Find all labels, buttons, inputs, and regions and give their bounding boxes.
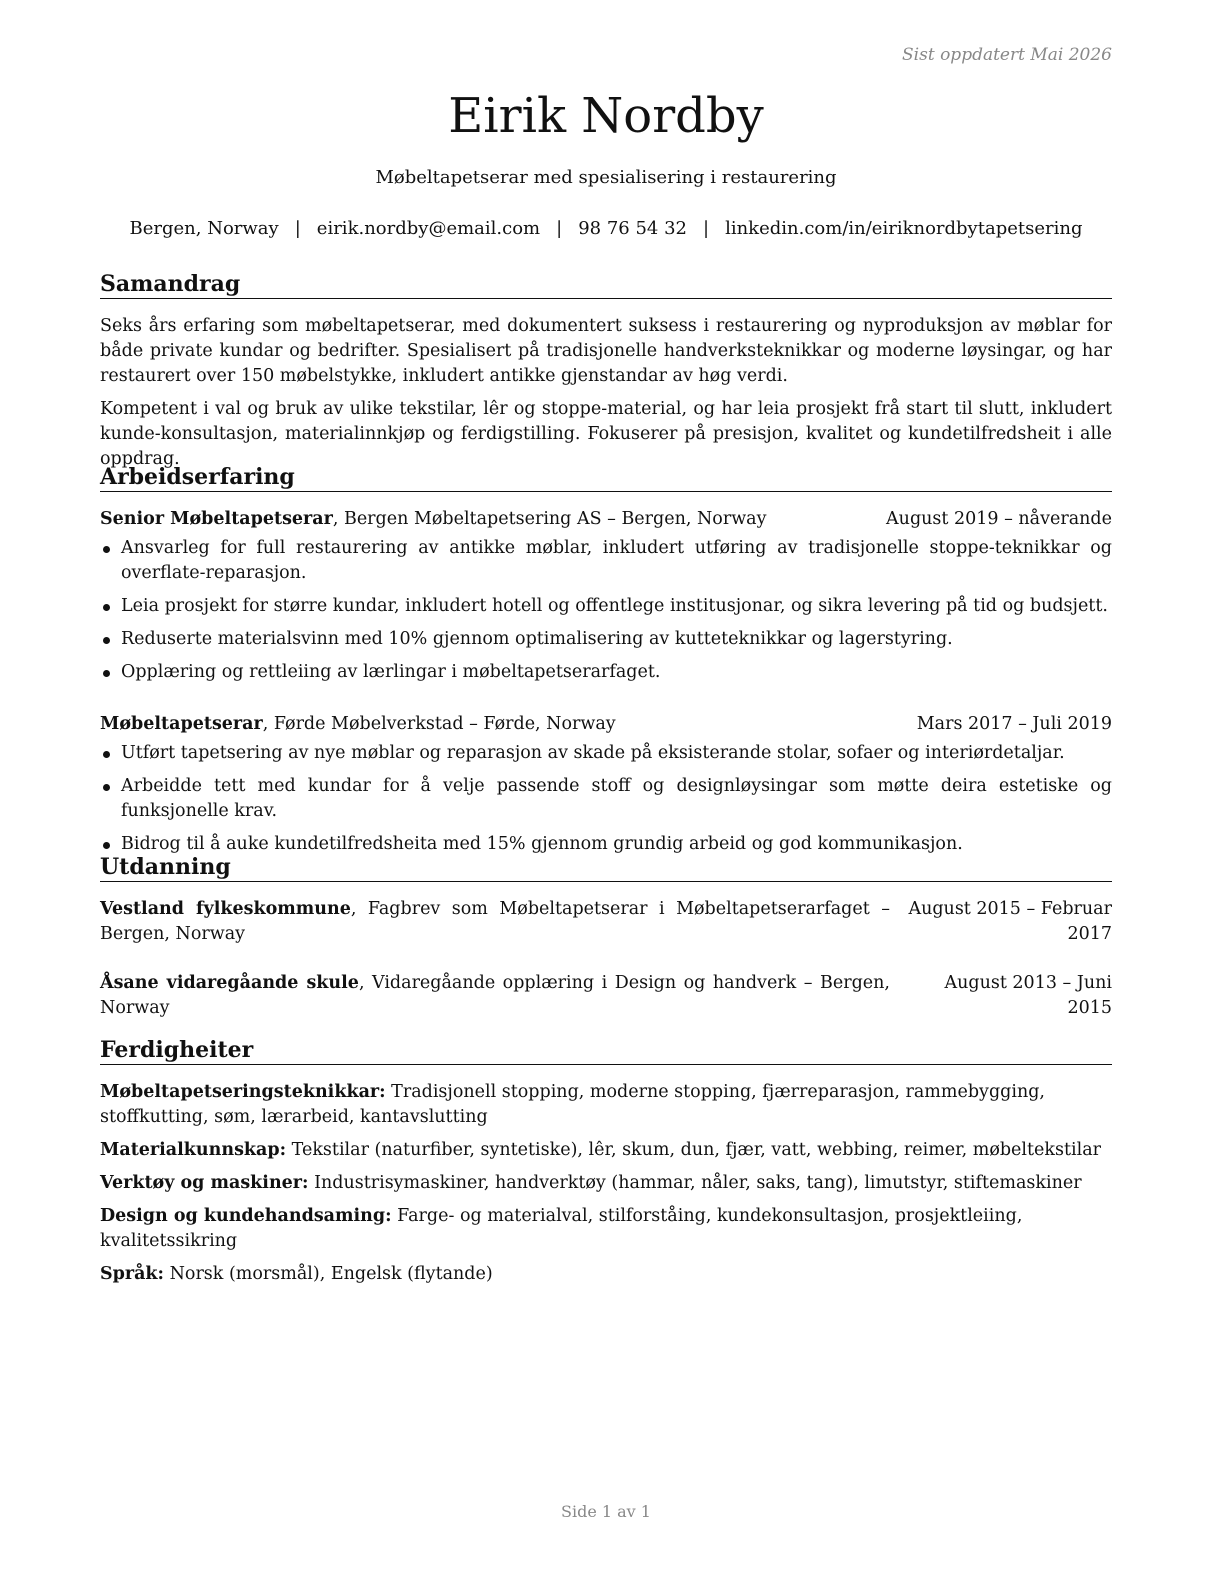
job-entry [100, 712, 1112, 865]
job-bullet: Arbeidde tett med kundar for å velje passende stoff og designløysingar som møtte deira estetiske og funksjonelle krav. [100, 774, 1112, 824]
contact-separator: | [294, 218, 301, 239]
education-detail: , Vidaregåande opplæring i Design og handverk – Bergen, Norway [100, 973, 890, 1018]
contact-line [100, 218, 1112, 239]
skill-value: Industrisymaskiner, handverktøy (hammar, nåler, saks, tang), limutstyr, stiftemaskiner [308, 1173, 1082, 1193]
contact-separator: | [556, 218, 563, 239]
section-title-summary: Samandrag [100, 270, 1112, 299]
job-dates: Mars 2017 – Juli 2019 [916, 714, 1112, 734]
job-bullet: Reduserte materialsvinn med 10% gjennom optimalisering av kutteteknikkar og lagerstyring. [100, 627, 1112, 652]
education-entry [100, 897, 1112, 947]
skill-item [100, 1080, 1112, 1130]
skill-label: Materialkunnskap: [100, 1140, 287, 1160]
job-header [100, 712, 1112, 737]
last-updated: Sist oppdatert Mai 2026 [902, 45, 1112, 65]
skill-item [100, 1138, 1112, 1163]
job-bullet: Opplæring og rettleiing av lærlingar i møbeltapetserarfaget. [100, 660, 1112, 685]
skill-item [100, 1204, 1112, 1254]
job-bullet: Leia prosjekt for større kundar, inkludert hotell og offentlege institusjonar, og sikra levering på tid og budsjett. [100, 594, 1112, 619]
job-bullets [100, 741, 1112, 857]
skill-label: Design og kundehandsaming: [100, 1206, 392, 1226]
job-org: , Bergen Møbeltapetsering AS – Bergen, Norway [332, 509, 767, 529]
contact-phone: 98 76 54 32 [578, 218, 687, 239]
contact-email[interactable]: eirik.nordby@email.com [316, 218, 541, 239]
education-dates: August 2013 – Juni 2015 [944, 973, 1112, 1018]
summary-section [100, 314, 1112, 480]
section-title-experience: Arbeidserfaring [100, 463, 1112, 492]
job-dates: August 2019 – nåverande [886, 509, 1112, 529]
skill-item [100, 1171, 1112, 1196]
contact-location: Bergen, Norway [129, 218, 279, 239]
education-dates: August 2015 – Februar 2017 [908, 899, 1112, 944]
skills-section [100, 1080, 1112, 1295]
resume-page [100, 0, 1112, 1584]
summary-paragraph: Seks års erfaring som møbeltapetserar, med dokumentert suksess i restaurering og nyproduksjon av møblar for både private kundar og bedrifter. Spesialisert på tradisjonelle handverksteknikkar og moderne løysingar, og har restaurert over 150 møbelstykke, inkludert antikke gjenstandar av høg verdi. [100, 316, 1112, 386]
summary-paragraph: Kompetent i val og bruk av ulike tekstilar, lêr og stoppe-material, og har leia prosjekt frå start til slutt, inkludert kunde-konsultasjon, materialinnkjøp og ferdigstilling. Fokuserer på presisjon, kvalitet og kundetilfredsheit i alle oppdrag. [100, 399, 1112, 469]
contact-linkedin[interactable]: linkedin.com/in/eiriknordbytapetsering [725, 218, 1083, 239]
job-title: Møbeltapetserar med spesialisering i restaurering [375, 167, 837, 188]
skill-value: Tekstilar (naturfiber, syntetiske), lêr, skum, dun, fjær, vatt, webbing, reimer, møbeltekstilar [286, 1140, 1102, 1160]
skill-label: Møbeltapetseringsteknikkar: [100, 1082, 386, 1102]
job-bullet: Utført tapetsering av nye møblar og reparasjon av skade på eksisterande stolar, sofaer og interiørdetaljar. [100, 741, 1112, 766]
job-role: Senior Møbeltapetserar [100, 509, 333, 529]
skill-value: Farge- og materialval, stilforståing, kundekonsultasjon, prosjektleiing, kvalitetssikring [100, 1206, 1023, 1251]
job-bullet: Ansvarleg for full restaurering av antikke møblar, inkludert utføring av tradisjonelle stoppe-teknikkar og overflate-reparasjon. [100, 536, 1112, 586]
page-number: Side 1 av 1 [561, 1502, 651, 1521]
job-bullets [100, 536, 1112, 685]
section-title-skills: Ferdigheiter [100, 1036, 1112, 1065]
education-detail: , Fagbrev som Møbeltapetserar i Møbeltapetserarfaget – Bergen, Norway [100, 899, 891, 944]
section-title-education: Utdanning [100, 853, 1112, 882]
education-school: Vestland fylkeskommune [100, 899, 351, 919]
job-bullet: Bidrog til å auke kundetilfredsheita med 15% gjennom grundig arbeid og god kommunikasjon. [100, 832, 1112, 857]
skill-label: Verktøy og maskiner: [100, 1173, 309, 1193]
job-entry [100, 507, 1112, 693]
skill-value: Norsk (morsmål), Engelsk (flytande) [164, 1264, 493, 1284]
person-name: Eirik Nordby [448, 88, 764, 144]
job-role: Møbeltapetserar [100, 714, 263, 734]
contact-separator: | [703, 218, 710, 239]
education-entry [100, 971, 1112, 1021]
job-org: , Førde Møbelverkstad – Førde, Norway [262, 714, 616, 734]
job-header [100, 507, 1112, 532]
skill-label: Språk: [100, 1264, 165, 1284]
skill-value: Tradisjonell stopping, moderne stopping, fjærreparasjon, rammebygging, stoffkutting, søm, lærarbeid, kantavslutting [100, 1082, 1045, 1127]
education-school: Åsane vidaregåande skule [100, 973, 359, 993]
skill-item [100, 1262, 1112, 1287]
